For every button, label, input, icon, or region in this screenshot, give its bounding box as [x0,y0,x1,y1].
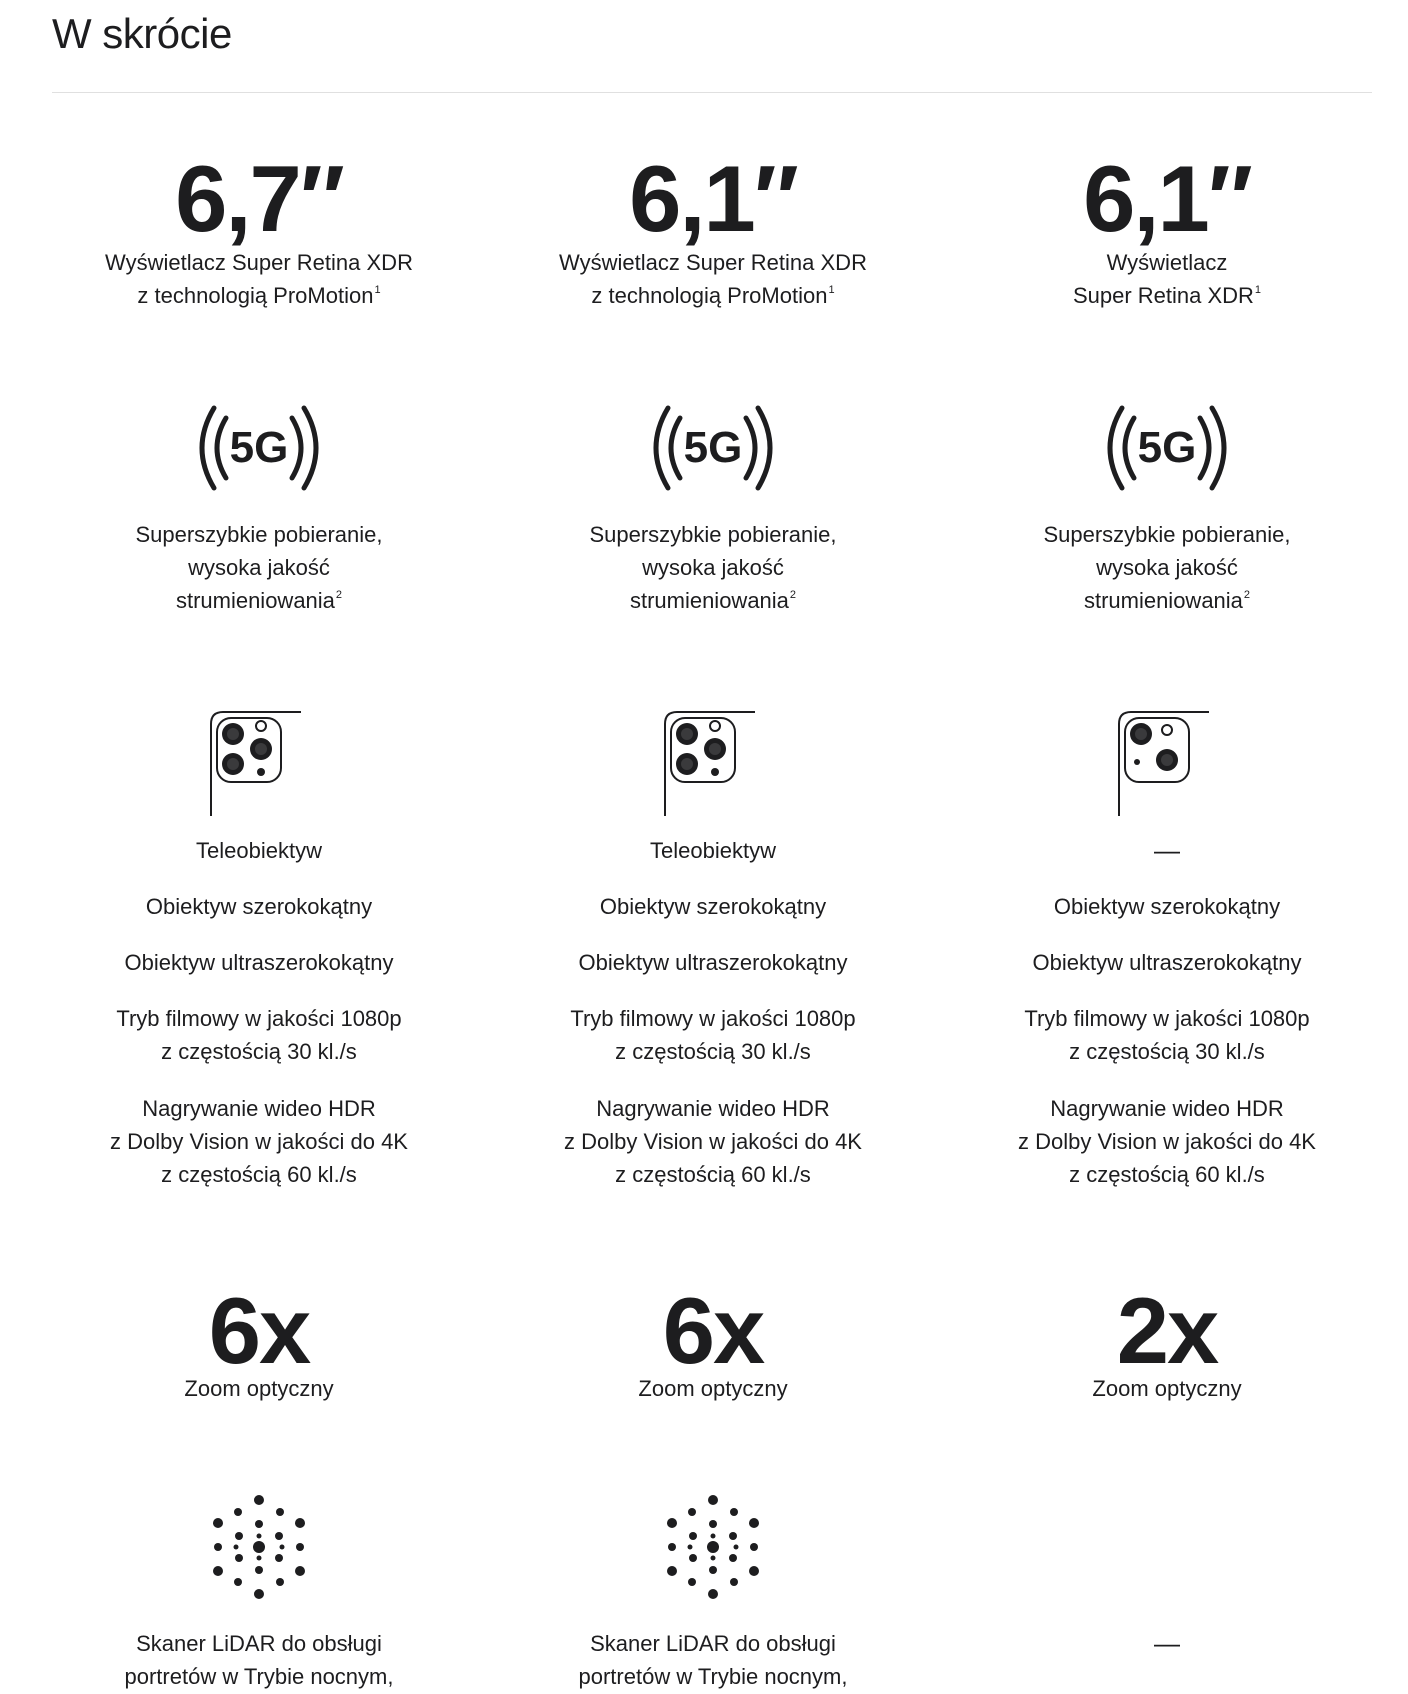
cinematic-mode [957,1002,1377,1068]
optical-zoom-label: Zoom optyczny [638,1376,788,1401]
cinematic-line: Tryb filmowy w jakości 1080p [1024,1006,1310,1031]
hdr-line: Nagrywanie wideo HDR [1050,1096,1284,1121]
5g-description [503,518,923,617]
5g-desc-line: Superszybkie pobieranie, [135,522,383,547]
5g-desc-line: wysoka jakość [188,555,330,580]
svg-text:5G: 5G [683,423,743,472]
hdr-line: z częstością 60 kl./s [615,1162,811,1187]
ultrawide-lens-label: Obiektyw ultraszerokokątny [1032,950,1302,975]
5g-desc-line: strumieniowania [629,588,789,613]
display-desc-line: Wyświetlacz [1106,250,1228,275]
5g-icon [503,402,923,494]
5g-desc-line: strumieniowania [175,588,335,613]
optical-zoom-value: 6x [208,1278,310,1383]
cinematic-line: Tryb filmowy w jakości 1080p [570,1006,856,1031]
cinematic-line: z częstością 30 kl./s [615,1039,811,1064]
model-column-1 [49,0,469,1694]
5g-desc-line: strumieniowania [1083,588,1243,613]
hdr-line: z Dolby Vision w jakości do 4K [1018,1129,1316,1154]
display-size: 6,1″ [629,146,797,251]
model-column-2 [503,0,923,1694]
lidar-icon [503,1492,923,1602]
5g-icon [957,402,1377,494]
lidar-desc-line: portretów w Trybie nocnym, [124,1664,394,1689]
cinematic-mode [503,1002,923,1068]
display-size: 6,1″ [1083,146,1251,251]
optical-zoom-value: 2x [1116,1278,1218,1383]
lidar-desc-line: Skaner LiDAR do obsługi [590,1631,836,1656]
lidar-icon [49,1492,469,1602]
hdr-video [957,1092,1377,1191]
camera-dual-icon [957,710,1377,816]
page-title: W skrócie [52,10,232,57]
hdr-line: Nagrywanie wideo HDR [142,1096,376,1121]
footnote-2[interactable]: 2 [335,588,343,601]
5g-description [957,518,1377,617]
optical-zoom-label: Zoom optyczny [184,1376,334,1401]
ultrawide-lens-label: Obiektyw ultraszerokokątny [124,950,394,975]
optical-zoom-label: Zoom optyczny [1092,1376,1242,1401]
footnote-1[interactable]: 1 [1254,283,1262,296]
5g-desc-line: wysoka jakość [1096,555,1238,580]
footnote-2[interactable]: 2 [789,588,797,601]
display-desc-line: Wyświetlacz Super Retina XDR [105,250,413,275]
footnote-1[interactable]: 1 [828,283,835,296]
telephoto-label: — [1154,835,1180,865]
display-desc-line: z technologią ProMotion [137,283,374,308]
display-description [49,246,469,312]
camera-triple-icon [49,710,469,816]
cinematic-line: z częstością 30 kl./s [1069,1039,1265,1064]
optical-zoom-value: 6x [662,1278,764,1383]
svg-text:5G: 5G [1137,423,1197,472]
display-description [957,246,1377,312]
hdr-line: z Dolby Vision w jakości do 4K [564,1129,862,1154]
hdr-line: z częstością 60 kl./s [1069,1162,1265,1187]
5g-desc-line: wysoka jakość [642,555,784,580]
lidar-description [49,1627,469,1693]
5g-desc-line: Superszybkie pobieranie, [1043,522,1291,547]
display-desc-line: Super Retina XDR [1072,283,1254,308]
cinematic-line: z częstością 30 kl./s [161,1039,357,1064]
5g-description [49,518,469,617]
hdr-line: z częstością 60 kl./s [161,1162,357,1187]
model-column-3 [957,0,1377,1694]
wide-lens-label: Obiektyw szerokokątny [1053,894,1281,919]
cinematic-line: Tryb filmowy w jakości 1080p [116,1006,402,1031]
footnote-1[interactable]: 1 [374,283,381,296]
display-description [503,246,923,312]
lidar-desc-line: portretów w Trybie nocnym, [578,1664,848,1689]
lidar-desc-line: Skaner LiDAR do obsługi [136,1631,382,1656]
display-desc-line: Wyświetlacz Super Retina XDR [559,250,867,275]
wide-lens-label: Obiektyw szerokokątny [145,894,373,919]
lidar-description: — [1154,1628,1180,1658]
wide-lens-label: Obiektyw szerokokątny [599,894,827,919]
ultrawide-lens-label: Obiektyw ultraszerokokątny [578,950,848,975]
footnote-2[interactable]: 2 [1243,588,1251,601]
lidar-description [503,1627,923,1693]
telephoto-label: Teleobiektyw [650,838,776,863]
cinematic-mode [49,1002,469,1068]
telephoto-label: Teleobiektyw [196,838,322,863]
5g-desc-line: Superszybkie pobieranie, [589,522,837,547]
hdr-line: z Dolby Vision w jakości do 4K [110,1129,408,1154]
hdr-video [49,1092,469,1191]
display-desc-line: z technologią ProMotion [591,283,828,308]
hdr-video [503,1092,923,1191]
display-size: 6,7″ [175,146,343,251]
svg-text:5G: 5G [229,423,289,472]
camera-triple-icon [503,710,923,816]
hdr-line: Nagrywanie wideo HDR [596,1096,830,1121]
5g-icon [49,402,469,494]
